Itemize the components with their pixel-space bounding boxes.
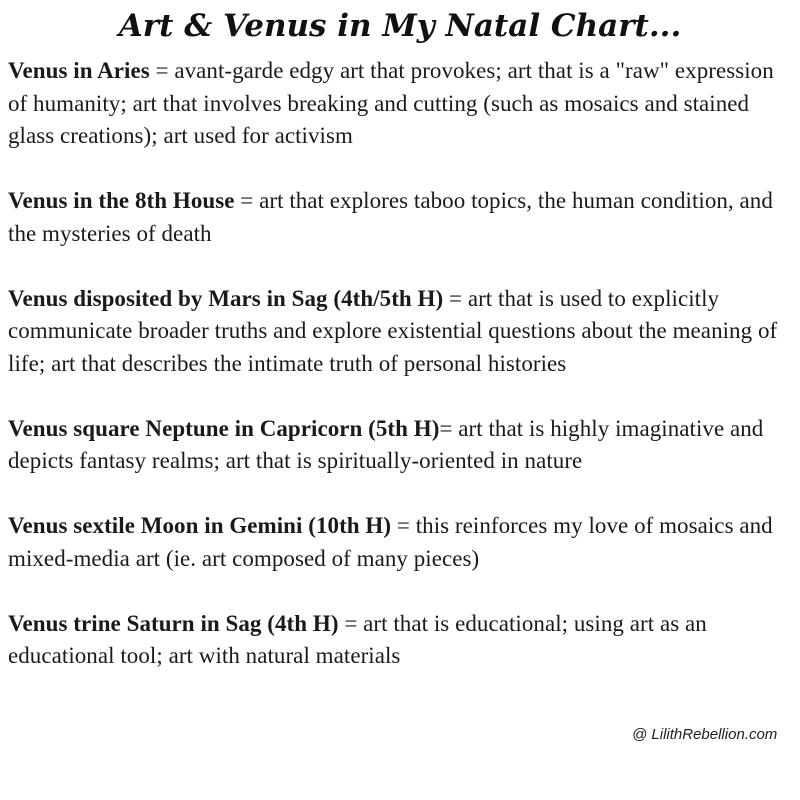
entry-venus-in-8th-house bbox=[8, 185, 794, 250]
site-credit: @ LilithRebellion.com bbox=[632, 726, 778, 743]
entry-label: Venus in the 8th House bbox=[8, 188, 235, 213]
entry-venus-square-neptune bbox=[8, 413, 794, 478]
entry-text: = art that is used to explicitly communicate broader truths and explore existential questions about the meaning of life; art that describes the intimate truth of personal histories bbox=[8, 285, 778, 376]
entry-venus-disposited-by-mars bbox=[8, 283, 794, 381]
entry-text: = art that explores taboo topics, the human condition, and the mysteries of death bbox=[8, 188, 773, 246]
entry-label: Venus trine Saturn in Sag (4th H) bbox=[8, 610, 339, 636]
entry-label: Venus square Neptune in Capricorn (5th H) bbox=[8, 415, 440, 441]
entry-venus-sextile-moon bbox=[8, 510, 794, 575]
entry-text: = art that is highly imaginative and depicts fantasy realms; art that is spiritually-oriented in nature bbox=[8, 415, 764, 473]
entry-text: = art that is educational; using art as an educational tool; art with natural materials bbox=[8, 610, 707, 668]
entries-list bbox=[8, 55, 794, 673]
entry-label: Venus sextile Moon in Gemini (10th H) bbox=[8, 513, 392, 538]
entry-venus-in-aries bbox=[8, 55, 794, 153]
entry-venus-trine-saturn bbox=[8, 608, 794, 673]
entry-text: = avant-garde edgy art that provokes; art that is a "raw" expression of humanity; art that involves breaking and cutting (such as mosaics and stained glass creations); art used for activism bbox=[8, 58, 774, 148]
entry-label: Venus disposited by Mars in Sag (4th/5th H) bbox=[8, 285, 444, 311]
entry-label: Venus in Aries bbox=[8, 58, 150, 83]
page-title: Art & Venus in My Natal Chart... bbox=[118, 8, 682, 44]
entry-text: = this reinforces my love of mosaics and mixed-media art (ie. art composed of many pieces) bbox=[8, 513, 773, 571]
